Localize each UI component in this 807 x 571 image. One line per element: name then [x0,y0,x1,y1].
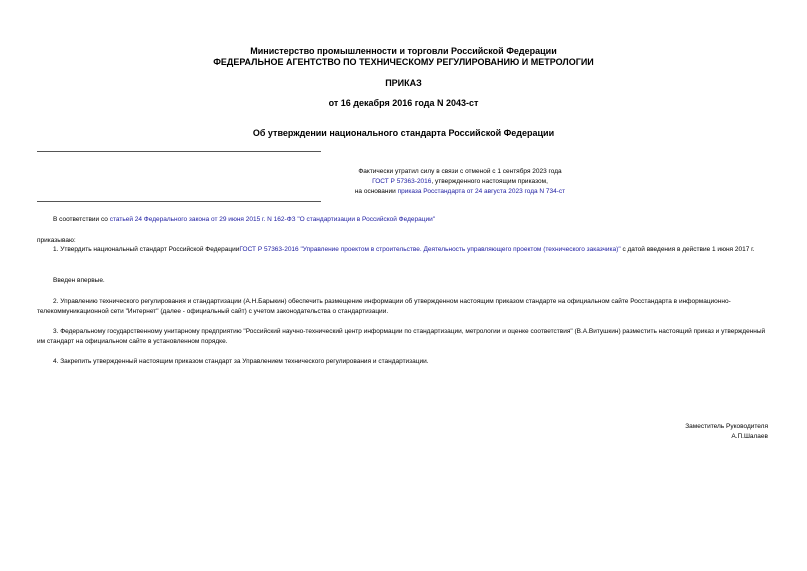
intro-prefix: В соответствии со [53,216,110,223]
status-note-line3 [180,187,740,197]
item-1 [37,245,771,255]
agency-name: ФЕДЕРАЛЬНОЕ АГЕНТСТВО ПО ТЕХНИЧЕСКОМУ РЕГУЛИРОВАНИЮ И МЕТРОЛОГИИ [213,57,594,67]
gost-link[interactable]: ГОСТ Р 57363-2016 [372,178,432,185]
item-4: 4. Закрепить утвержденный настоящим приказом стандарт за Управлением технического регулирования и стандартизации. [53,358,429,365]
order-word: приказываю: [37,237,76,244]
law-link[interactable]: статьей 24 Федерального закона от 29 июня 2015 г. N 162-ФЗ "О стандартизации в Российской Федерации" [109,216,436,223]
doc-title: Об утверждении национального стандарта Российской Федерации [252,128,555,138]
status-note-line3-prefix: на основании [354,188,398,195]
introduced-note: Введен впервые. [53,277,105,284]
item-1-suffix: с датой введения в действие 1 июня 2017 г. [620,246,755,253]
item-1-prefix: 1. Утвердить национальный стандарт Российской Федерации [53,246,240,253]
standard-link[interactable]: ГОСТ Р 57363-2016 "Управление проектом в строительстве. Деятельность управляющего проектом (технического заказчика)" [239,246,621,253]
status-note-line2 [180,177,740,187]
ministry-name: Министерство промышленности и торговли Российской Федерации [250,46,557,56]
doc-date-number: от 16 декабря 2016 года N 2043-ст [328,98,479,108]
signer-position: Заместитель Руководителя [685,423,768,430]
order-link[interactable]: приказа Росстандарта от 24 августа 2023 года N 734-ст [397,188,566,195]
item-2: 2. Управлению технического регулирования и стандартизации (А.Н.Барыкин) обеспечить размещение информации об утвержденном настоящим приказом стандарте на официальном сайте Росстандарта в информационно-телекоммуникационной сети "Интернет" (далее - официальный сайт) с учетом законодательства о стандартизации. [37,298,731,315]
divider-top [37,151,321,152]
divider-bottom [37,201,321,202]
intro-paragraph [53,215,773,225]
signer-name: А.П.Шалаев [731,433,768,440]
doc-type: ПРИКАЗ [385,78,422,88]
status-note-line2-rest: , утвержденного настоящим приказом, [431,178,548,185]
status-note-line1: Фактически утратил силу в связи с отменой с 1 сентября 2023 года [358,168,562,175]
item-3: 3. Федеральному государственному унитарному предприятию "Российский научно-технический центр информации по стандартизации, метрологии и оценке соответствия" (В.А.Витушкин) разместить настоящий приказ и утвержденный им стандарт на официальном сайте в установленном порядке. [37,328,766,345]
